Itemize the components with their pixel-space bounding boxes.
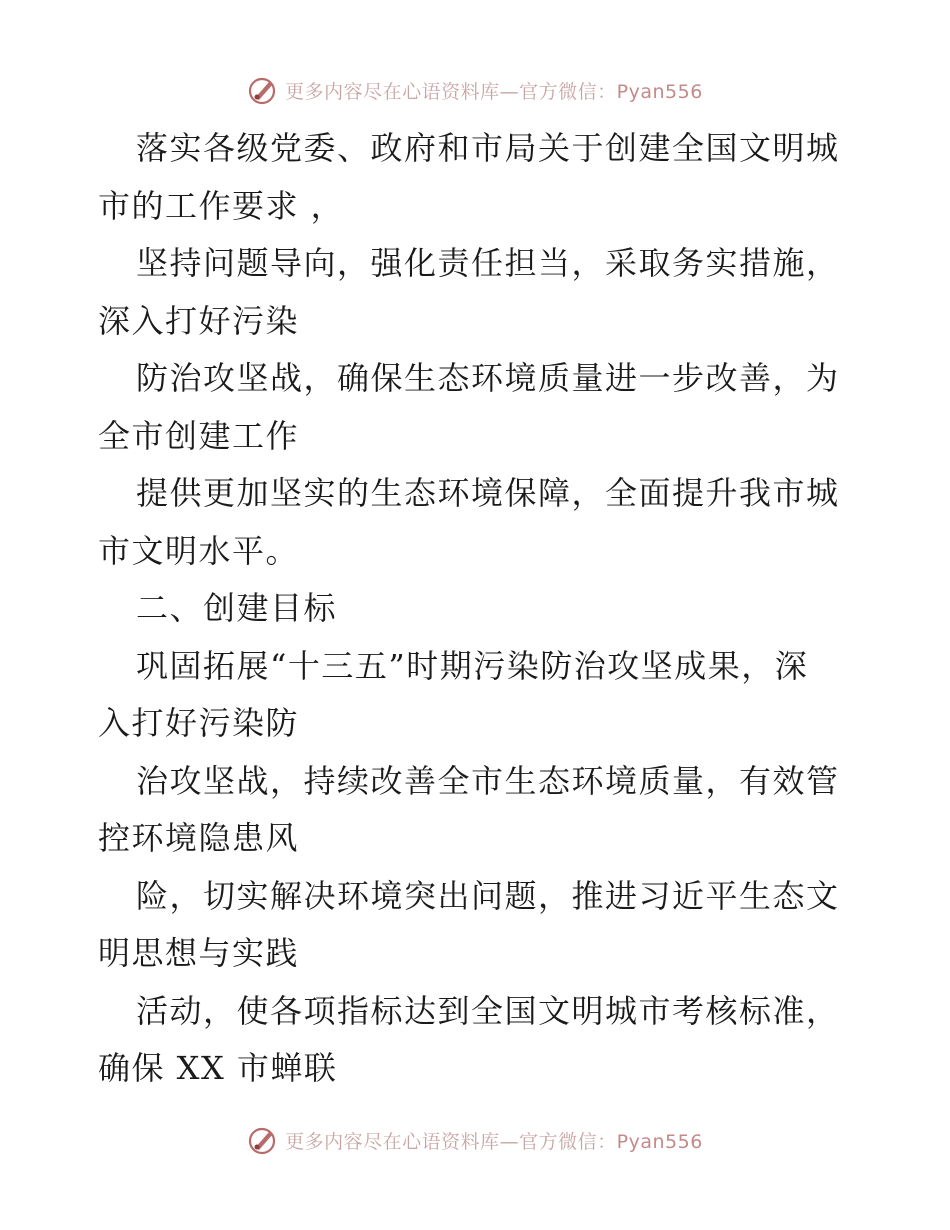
paragraph-line: 活动，使各项指标达到全国文明城市考核标准， [136, 991, 840, 1030]
paragraph-line: 防治攻坚战，确保生态环境质量进一步改善，为 [136, 359, 840, 397]
paragraph-line: 控环境隐患风 [98, 819, 300, 857]
watermark-id: Pyan556 [616, 80, 703, 103]
footer-watermark [0, 1122, 950, 1158]
document-body [98, 120, 858, 1098]
paragraph-line: 明思想与实践 [98, 934, 300, 972]
watermark-text [285, 77, 703, 104]
paragraph-line: 确保 XX 市蝉联 [98, 1049, 338, 1087]
brush-pen-logo-icon [247, 74, 279, 106]
watermark-label: 更多内容尽在心语资料库—官方微信： [285, 80, 617, 103]
paragraph-line: 市文明水平。 [98, 531, 300, 570]
watermark-text [285, 1127, 703, 1154]
paragraph-line: 全市创建工作 [98, 416, 300, 455]
paragraph-line: 提供更加坚实的生态环境保障，全面提升我市城 [136, 474, 840, 512]
paragraph-line: 巩固拓展“十三五”时期污染防治攻坚成果，深 [136, 646, 809, 685]
watermark-id: Pyan556 [616, 1130, 703, 1153]
brush-pen-logo-icon [247, 1124, 279, 1156]
watermark-label: 更多内容尽在心语资料库—官方微信： [285, 1130, 617, 1153]
paragraph-line: 治攻坚战，持续改善全市生态环境质量，有效管 [136, 761, 840, 800]
paragraph-line: 二、创建目标 [136, 589, 338, 627]
paragraph-line: 市的工作要求 ， [98, 186, 345, 225]
paragraph-line: 险，切实解决环境突出问题，推进习近平生态文 [136, 876, 840, 915]
paragraph-line: 深入打好污染 [98, 301, 300, 340]
header-watermark [0, 72, 950, 108]
paragraph-line: 落实各级党委、政府和市局关于创建全国文明城 [136, 129, 840, 167]
paragraph-line: 坚持问题导向，强化责任担当，采取务实措施， [136, 244, 840, 282]
paragraph-line: 入打好污染防 [98, 704, 300, 742]
